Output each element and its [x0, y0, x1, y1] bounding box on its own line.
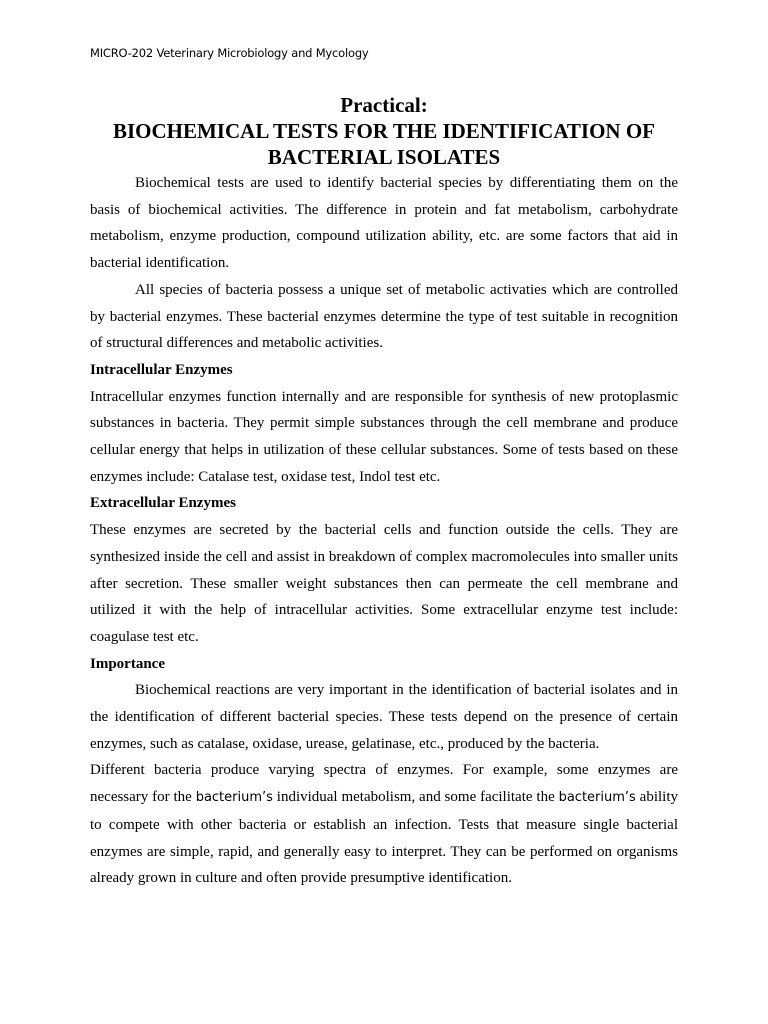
importance-p2-text-2: individual metabolism, and some facilitate the: [272, 789, 559, 806]
importance-paragraph-1: Biochemical reactions are very important in the identification of bacterial isolates and in the identification of different bacterial species. These tests depend on the presence of certain enzymes, such as catalase, oxidase, urease, gelatinase, etc., produced by the bacteria.: [90, 682, 678, 752]
document-body: [90, 170, 678, 892]
importance-heading: Importance: [90, 655, 165, 672]
extracellular-heading: Extracellular Enzymes: [90, 495, 236, 512]
running-header: MICRO-202 Veterinary Microbiology and Mycology: [90, 46, 369, 60]
document-title: [90, 92, 678, 170]
intracellular-heading: Intracellular Enzymes: [90, 361, 233, 378]
title-line-practical: Practical:: [340, 93, 428, 117]
intro-paragraph-2: All species of bacteria possess a unique set of metabolic activaties which are controlled by bacterial enzymes. These bacterial enzymes determine the type of test suitable in recognition of structural differences and metabolic activities.: [90, 281, 678, 352]
importance-paragraph-2: [90, 757, 678, 892]
extracellular-paragraph: These enzymes are secreted by the bacterial cells and function outside the cells. They are synthesized inside the cell and assist in breakdown of complex macromolecules into smaller units after secretion. These smaller weight substances then can permeate the cell membrane and utilized it with the help of intracellular activities. Some extracellular enzyme test include: coagulase test etc.: [90, 522, 678, 645]
importance-p2-text-1: Different bacteria produce varying spectra of enzymes. For example, some enzymes are necessary for the: [90, 762, 678, 806]
importance-p2-bacterium-word-1: bacterium’s: [195, 790, 273, 806]
intracellular-paragraph: Intracellular enzymes function internally and are responsible for synthesis of new protoplasmic substances in bacteria. They permit simple substances through the cell membrane and produce cellular energy that helps in utilization of these cellular substances. Some of tests based on these enzymes include: Catalase test, oxidase test, Indol test etc.: [90, 388, 678, 485]
title-line-main: BIOCHEMICAL TESTS FOR THE IDENTIFICATION OF: [112, 119, 656, 143]
title-line-sub: BACTERIAL ISOLATES: [267, 145, 501, 169]
importance-p2-text-3: ability to compete with other bacteria or establish an infection. Tests that measure single bacterial enzymes are simple, rapid, and generally easy to interpret. They can be performed on organisms already grown in culture and often provide presumptive identification.: [90, 789, 678, 887]
intro-paragraph-1: Biochemical tests are used to identify bacterial species by differentiating them on the basis of biochemical activities. The difference in protein and fat metabolism, carbohydrate metabolism, enzyme production, compound utilization ability, etc. are some factors that aid in bacterial identification.: [90, 175, 678, 272]
importance-p2-bacterium-word-2: bacterium’s: [558, 790, 636, 806]
